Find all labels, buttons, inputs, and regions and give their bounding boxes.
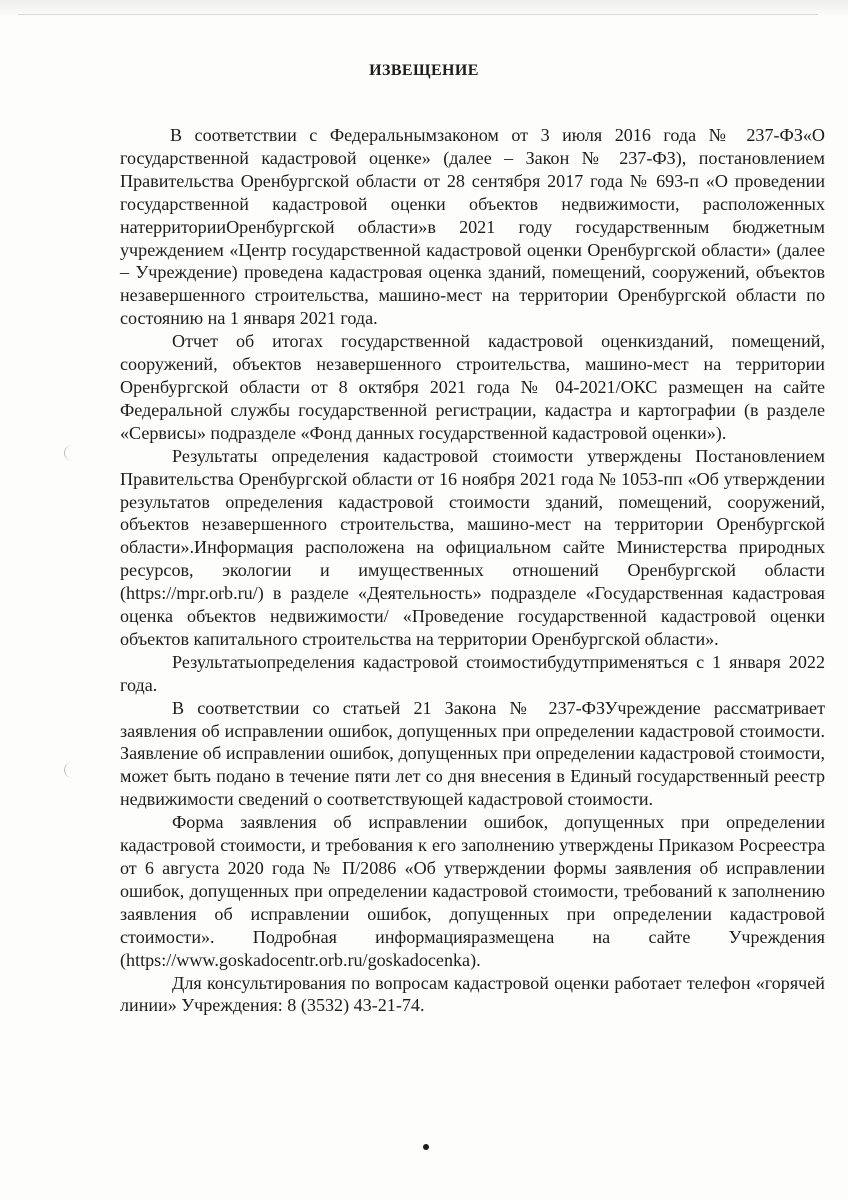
scan-edge-line	[18, 14, 818, 15]
paragraph-results-approved: Результаты определения кадастровой стоимости утверждены Постановлением Правительства Оренбургской области от 16 ноября 2021 года № 1053-пп «Об утверждении результатов определения кадастровой стоимости зданий, помещений, сооружений, объектов незавершенного строительства, машино-мест на территории Оренбургской области».Информация расположена на официальном сайте Министерства природных ресурсов, экологии и имущественных отношений Оренбургской области (https://mpr.orb.ru/) в разделе «Деятельность» подразделе «Государственная кадастровая оценка объектов недвижимости/ «Проведение государственной кадастровой оценки объектов капитального строительства на территории Оренбургской области».	[120, 445, 825, 649]
paragraph-law-basis: В соответствии с Федеральнымзаконом от 3 июля 2016 года № 237-ФЗ«О государственной кадастровой оценке» (далее – Закон № 237-ФЗ), постановлением Правительства Оренбургской области от 28 сентября 2017 года № 693-п «О проведении государственной кадастровой оценки объектов недвижимости, расположенных натерриторииОренбургской области»в 2021 году государственным бюджетным учреждением «Центр государственной кадастровой оценки Оренбургской области» (далее – Учреждение) проведена кадастровая оценка зданий, помещений, сооружений, объектов незавершенного строительства, машино-мест на территории Оренбургской области по состоянию на 1 января 2021 года.	[120, 125, 825, 329]
page-dot-mark	[423, 1144, 429, 1150]
paragraph-hotline: Для консультирования по вопросам кадастровой оценки работает телефон «горячей линии» Учреждения: 8 (3532) 43-21-74.	[120, 972, 825, 1016]
punch-hole-mark	[64, 762, 81, 778]
paragraph-application-date: Результатыопределения кадастровой стоимостибудутприменяться с 1 января 2022 года.	[120, 651, 825, 695]
paragraph-application-form: Форма заявления об исправлении ошибок, допущенных при определении кадастровой стоимости, и требования к его заполнению утверждены Приказом Росреестра от 6 августа 2020 года № П/2086 «Об утверждении формы заявления об исправлении ошибок, допущенных при определении кадастровой стоимости, требований к заполнению заявления об исправлении ошибок, допущенных при определении кадастровой стоимости». Подробная информацияразмещена на сайте Учреждения (https://www.goskadocentr.orb.ru/goskadocenka).	[120, 812, 825, 970]
document-title: ИЗВЕЩЕНИЕ	[369, 62, 479, 79]
punch-hole-mark	[64, 445, 81, 461]
scan-edge-shadow	[0, 0, 848, 18]
document-body	[120, 124, 825, 1017]
paragraph-report-published: Отчет об итогах государственной кадастровой оценкизданий, помещений, сооружений, объектов незавершенного строительства, машино-мест на территории Оренбургской области от 8 октября 2021 года № 04-2021/ОКС размещен на сайте Федеральной службы государственной регистрации, кадастра и картографии (в разделе «Сервисы» подразделе «Фонд данных государственной кадастровой оценки»).	[120, 331, 825, 443]
paragraph-error-correction: В соответствии со статьей 21 Закона № 237-ФЗУчреждение рассматривает заявления об исправлении ошибок, допущенных при определении кадастровой стоимости. Заявление об исправлении ошибок, допущенных при определении кадастровой стоимости, может быть подано в течение пяти лет со дня внесения в Единый государственный реестр недвижимости сведений о соответствующей кадастровой стоимости.	[120, 697, 825, 810]
